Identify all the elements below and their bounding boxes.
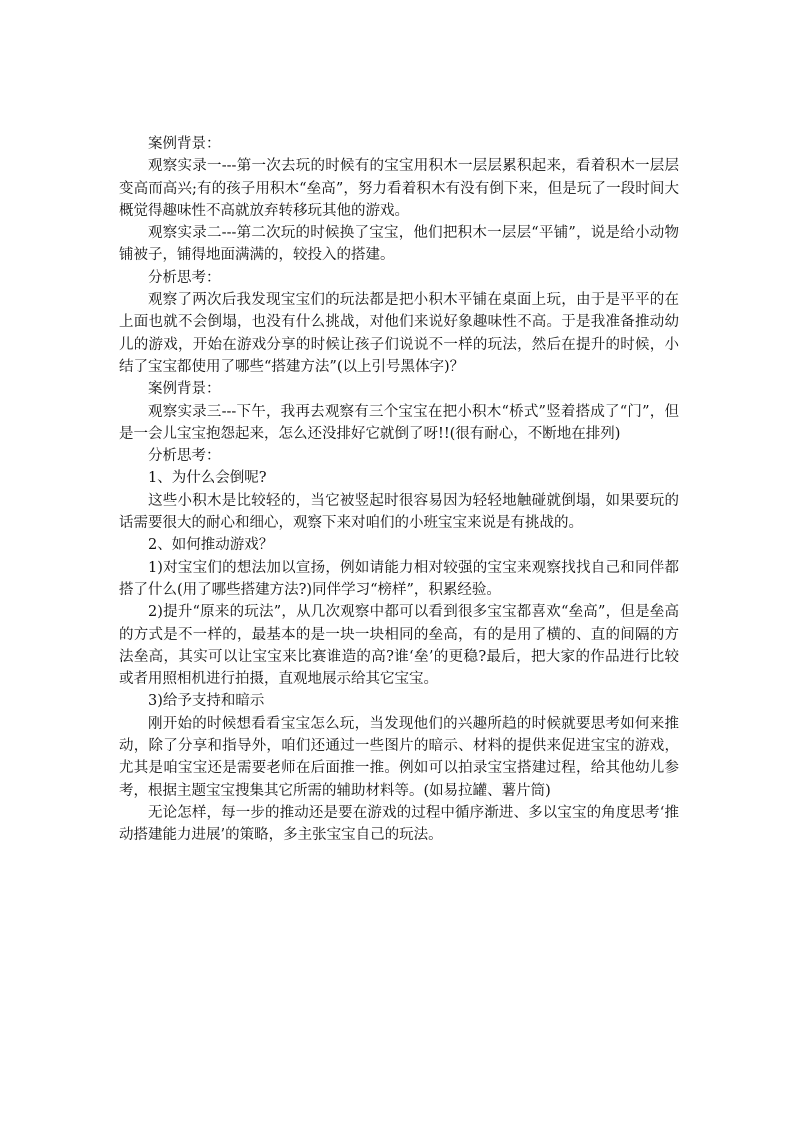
document-body (119, 133, 679, 847)
heading-analysis-1: 分析思考： (148, 269, 221, 286)
strategy-1: 1)对宝宝们的想法加以宣扬，例如请能力相对较强的宝宝来观察找找自己和同伴都搭了什么(用了哪些搭建方法?)同伴学习“榜样”，积累经验。 (119, 559, 679, 598)
observation-record-3: 观察实录三---下午，我再去观察有三个宝宝在把小积木“桥式”竖着搭成了“门”，但是一会儿宝宝抱怨起来，怎么还没排好它就倒了呀!!(很有耐心，不断地在排列) (119, 403, 679, 442)
strategy-3-body: 刚开始的时候想看看宝宝怎么玩，当发现他们的兴趣所趋的时候就要思考如何来推动，除了分享和指导外，咱们还通过一些图片的暗示、材料的提供来促进宝宝的游戏，尤其是咱宝宝还是需要老师在后面推一推。例如可以拍录宝宝搭建过程，给其他幼儿参考，根据主题宝宝搜集其它所需的辅助材料等。(如易拉罐、薯片筒) (119, 715, 679, 799)
heading-case-background-1: 案例背景： (148, 136, 221, 152)
heading-case-background-2: 案例背景： (148, 381, 221, 398)
strategy-2: 2)提升“原来的玩法”，从几次观察中都可以看到很多宝宝都喜欢“垒高”，但是垒高的方式是不一样的，最基本的是一块一块相同的垒高，有的是用了横的、直的间隔的方法垒高，其实可以让宝宝来比赛谁造的高?谁‘垒’的更稳?最后，把大家的作品进行比较或者用照相机进行拍摄，直观地展示给其它宝宝。 (119, 604, 679, 688)
question-why-fall: 1、为什么会倒呢? (148, 470, 267, 487)
observation-record-1: 观察实录一---第一次去玩的时候有的宝宝用积木一层层累积起来，看着积木一层层变高而高兴;有的孩子用积木“垒高”，努力看着积木有没有倒下来，但是玩了一段时间大概觉得趣味性不高就放弃转移玩其他的游戏。 (119, 158, 679, 219)
answer-why-fall: 这些小积木是比较轻的，当它被竖起时很容易因为轻轻地触碰就倒塌，如果要玩的话需要很大的耐心和细心，观察下来对咱们的小班宝宝来说是有挑战的。 (119, 492, 679, 532)
observation-record-2: 观察实录二---第二次玩的时候换了宝宝，他们把积木一层层“平铺”，说是给小动物铺被子，铺得地面满满的，较投入的搭建。 (119, 225, 679, 264)
conclusion-paragraph: 无论怎样，每一步的推动还是要在游戏的过程中循序渐进、多以宝宝的角度思考‘推动搭建能力进展’的策略，多主张宝宝自己的玩法。 (119, 804, 679, 844)
strategy-3-heading: 3)给予支持和暗示 (148, 693, 265, 710)
analysis-paragraph-1: 观察了两次后我发现宝宝们的玩法都是把小积木平铺在桌面上玩，由于是平平的在上面也就不会倒塌，也没有什么挑战，对他们来说好象趣味性不高。于是我准备推动幼儿的游戏，开始在游戏分享的时候让孩子们说说不一样的玩法，然后在提升的时候，小结了宝宝都使用了哪些“搭建方法”(以上引号黑体字)？ (119, 292, 679, 375)
heading-analysis-2: 分析思考： (148, 448, 221, 465)
question-how-to-push: 2、如何推动游戏？ (148, 537, 274, 554)
